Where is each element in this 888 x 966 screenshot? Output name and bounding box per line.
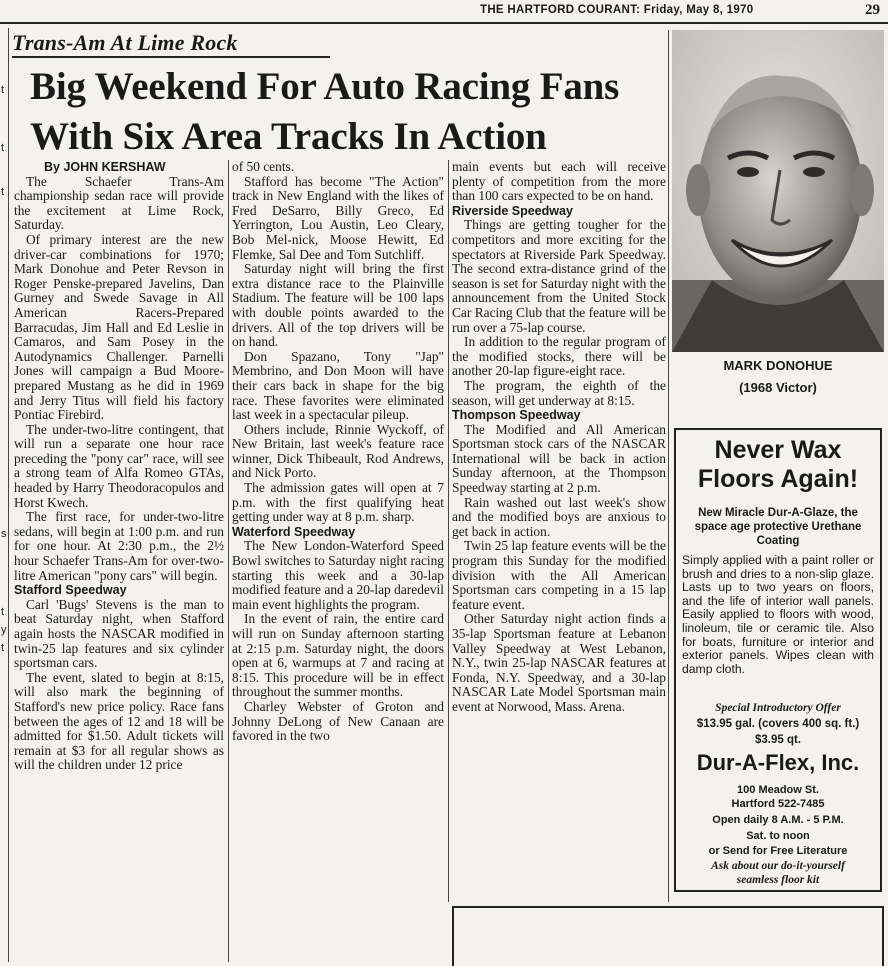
paragraph: Other Saturday night action finds a 35-lap Sportsman feature at Lebanon Valley Speedway at West Lebanon, N.Y., twin 25-lap NASCAR features at Fonda, N.Y. Speedway, and a 30-lap NASCAR Late Model Sportsman main event at Norwood, Mass. Arena. bbox=[452, 611, 666, 714]
paragraph: Rain washed out last week's show and the modified boys are anxious to get back in action. bbox=[452, 494, 666, 539]
subhead-riverside: Riverside Speedway bbox=[452, 203, 573, 218]
ad-city-phone: Hartford 522-7485 bbox=[731, 798, 825, 810]
ad-address: 100 Meadow St. bbox=[737, 784, 819, 796]
top-rule bbox=[0, 22, 888, 24]
edge-fragment: y bbox=[1, 624, 7, 636]
column-rule bbox=[448, 160, 449, 902]
edge-fragment: s bbox=[1, 528, 7, 540]
edge-fragment: t bbox=[1, 606, 5, 618]
paragraph: of 50 cents. bbox=[232, 159, 295, 174]
ad-price-quart: $3.95 qt. bbox=[754, 734, 802, 746]
paragraph: The Schaefer Trans-Am championship sedan race will provide the excitement at Lime Rock, Saturday. bbox=[14, 173, 224, 233]
article-column-3 bbox=[452, 160, 666, 715]
paragraph: In the event of rain, the entire card will run on Sunday afternoon starting at 2:15 p.m. Saturday night, the doors open at 6, warmups at 7 and racing at 8:15. This procedure will be in effect throughout the summer months. bbox=[232, 611, 444, 700]
masthead bbox=[480, 2, 880, 20]
ad-offer: Special Introductory Offer bbox=[715, 702, 841, 714]
next-advertisement-border bbox=[452, 906, 884, 966]
paragraph: Of primary interest are the new driver-car combinations for 1970; Mark Donohue and Peter Revson in Roger Penske-prepared Javelins, Dan Gurney and Swede Savage in All American Racers-Prepared Barracudas, Jim Hall and Ed Leslie in Camaros, and Sam Posey in the Autodynamics Challenger. Parnelli Jones will campaign a Bud Moore-prepared Mustang as he did in 1969 and Jerry Titus will field his factory Pontiac Firebird. bbox=[14, 231, 224, 423]
ad-saturday-hours: Sat. to noon bbox=[746, 830, 810, 842]
headline-line-2: With Six Area Tracks In Action bbox=[30, 115, 547, 158]
paragraph: The program, the eighth of the season, will get underway at 8:15. bbox=[452, 377, 666, 408]
paragraph: Stafford has become "The Action" track in New England with the likes of Fred DeSarro, Billy Greco, Ed Yerrington, Lou Austin, Leo Cleary, Bob Mel-nick, Moose Hewitt, Ed Flemke, Sal Dee and Tom Sutchliff. bbox=[232, 173, 444, 262]
ad-intro: New Miracle Dur-A-Glaze, the space age protective Urethane Coating bbox=[694, 507, 862, 547]
kicker-headline: Trans-Am At Lime Rock bbox=[12, 30, 238, 55]
ad-ask-line-1: Ask about our do-it-yourself bbox=[711, 860, 845, 872]
paragraph: Things are getting tougher for the competitors and more exciting for the spectators at Riverside Park Speedway. The second extra-distance grind of the season is set for Saturday night with the announcement from the United Stock Car Racing Club that the feature will be run over a 75-lap course. bbox=[452, 217, 666, 335]
byline: By JOHN KERSHAW bbox=[44, 160, 166, 174]
edge-fragment: t bbox=[1, 642, 5, 654]
ad-company-name: Dur-A-Flex, Inc. bbox=[696, 750, 860, 775]
ad-price-gallon: $13.95 gal. (covers 400 sq. ft.) bbox=[696, 718, 860, 730]
subhead-waterford: Waterford Speedway bbox=[232, 524, 356, 539]
edge-fragment: t bbox=[1, 84, 5, 96]
column-rule bbox=[668, 30, 669, 902]
ad-ask-line-2: seamless floor kit bbox=[736, 874, 820, 886]
paragraph: Saturday night will bring the first extra distance race to the Plainville Stadium. The feature will be 100 laps with double points awarded to the drivers. All of the top drivers will be on hand. bbox=[232, 261, 444, 350]
paragraph: In addition to the regular program of the modified stocks, there will be another 20-lap figure-eight race. bbox=[452, 334, 666, 379]
page-number: 29 bbox=[865, 2, 880, 18]
ad-hours: Open daily 8 A.M. - 5 P.M. bbox=[712, 814, 844, 826]
kicker-rule bbox=[12, 56, 330, 58]
floor-coating-advertisement bbox=[674, 428, 882, 892]
edge-fragment: t bbox=[1, 142, 5, 154]
paragraph: The Modified and All American Sportsman stock cars of the NASCAR International will be back in action Sunday afternoon, at the Thompson Speedway starting at 2 p.m. bbox=[452, 421, 666, 496]
driver-portrait-photo bbox=[672, 30, 884, 352]
ad-title-line-2: Floors Again! bbox=[697, 465, 859, 493]
paragraph: The admission gates will open at 7 p.m. with the first qualifying heat getting under way at 8 p.m. sharp. bbox=[232, 480, 444, 525]
headline-line-1: Big Weekend For Auto Racing Fans bbox=[30, 65, 620, 108]
paragraph: Don Spazano, Tony "Jap" Membrino, and Don Moon will have their cars back in shape for the big race. These favorites were eliminated last week in a spectacular pileup. bbox=[232, 348, 444, 423]
ad-title bbox=[676, 436, 880, 494]
subhead-thompson: Thompson Speedway bbox=[452, 408, 581, 423]
masthead-title: THE HARTFORD COURANT: Friday, May 8, 1970 bbox=[480, 4, 754, 16]
portrait-image bbox=[672, 30, 884, 352]
paragraph: Carl 'Bugs' Stevens is the man to beat Saturday night, when Stafford again hosts the NASCAR modified in twin-25 lap features and six cylinder sportsman cars. bbox=[14, 596, 224, 671]
paragraph: The New London-Waterford Speed Bowl switches to Saturday night racing starting this week and a 30-lap modified feature and a 20-lap daredevil main event highlights the program. bbox=[232, 538, 444, 612]
paragraph: main events but each will receive plenty of competition from the more than 100 cars expected to be on hand. bbox=[452, 159, 666, 204]
article-column-1 bbox=[14, 160, 224, 773]
photo-caption-name: MARK DONOHUE bbox=[723, 358, 833, 373]
main-headline bbox=[30, 62, 670, 162]
paragraph: Others include, Rinnie Wyckoff, of New Britain, last week's feature race winner, Dick Thibeault, Rod Andrews, and Nick Porto. bbox=[232, 421, 444, 481]
column-rule bbox=[228, 160, 229, 962]
edge-fragment: t bbox=[1, 186, 5, 198]
paragraph: Charley Webster of Groton and Johnny DeLong of New Canaan are favored in the two bbox=[232, 698, 444, 744]
subhead-stafford: Stafford Speedway bbox=[14, 583, 127, 598]
ad-body: Simply applied with a paint roller or brush and dries to a non-slip glaze. Lasts up to two years on floors, and the life of interior wall panels. Easily applied to floors with wood, linoleum, tile or ceramic tile. Also for boats, furniture or interior and exterior panels. Wipes clean with damp cloth. bbox=[682, 553, 874, 676]
article-column-2 bbox=[232, 160, 444, 744]
photo-caption-year: (1968 Victor) bbox=[739, 380, 817, 395]
paragraph: The event, slated to begin at 8:15, will also mark the beginning of Stafford's new price policy. Race fans between the ages of 12 and 18 will be admitted for $1.50. Adult tickets will remain at $3 for all regular shows as will the children under 12 price bbox=[14, 669, 224, 773]
paragraph: The under-two-litre contingent, that will run a separate one hour race preceding the "pony car" race, will see a strong team of Alfa Romeo GTAs, headed by Harry Theodoracopulos and Horst Kwech. bbox=[14, 421, 224, 510]
paragraph: The first race, for under-two-litre sedans, will begin at 1:00 p.m. and run for one hour. At 2:30 p.m., the 2½ hour Schaefer Trans-Am for over-two-litre American "pony cars" will begin. bbox=[14, 509, 224, 583]
column-rule bbox=[8, 28, 9, 962]
ad-send-literature: or Send for Free Literature bbox=[708, 845, 848, 857]
ad-title-line-1: Never Wax bbox=[714, 436, 842, 464]
paragraph: Twin 25 lap feature events will be the program this Sunday for the modified division with the All American Sportsman cars competing in a 15 lap feature event. bbox=[452, 538, 666, 612]
